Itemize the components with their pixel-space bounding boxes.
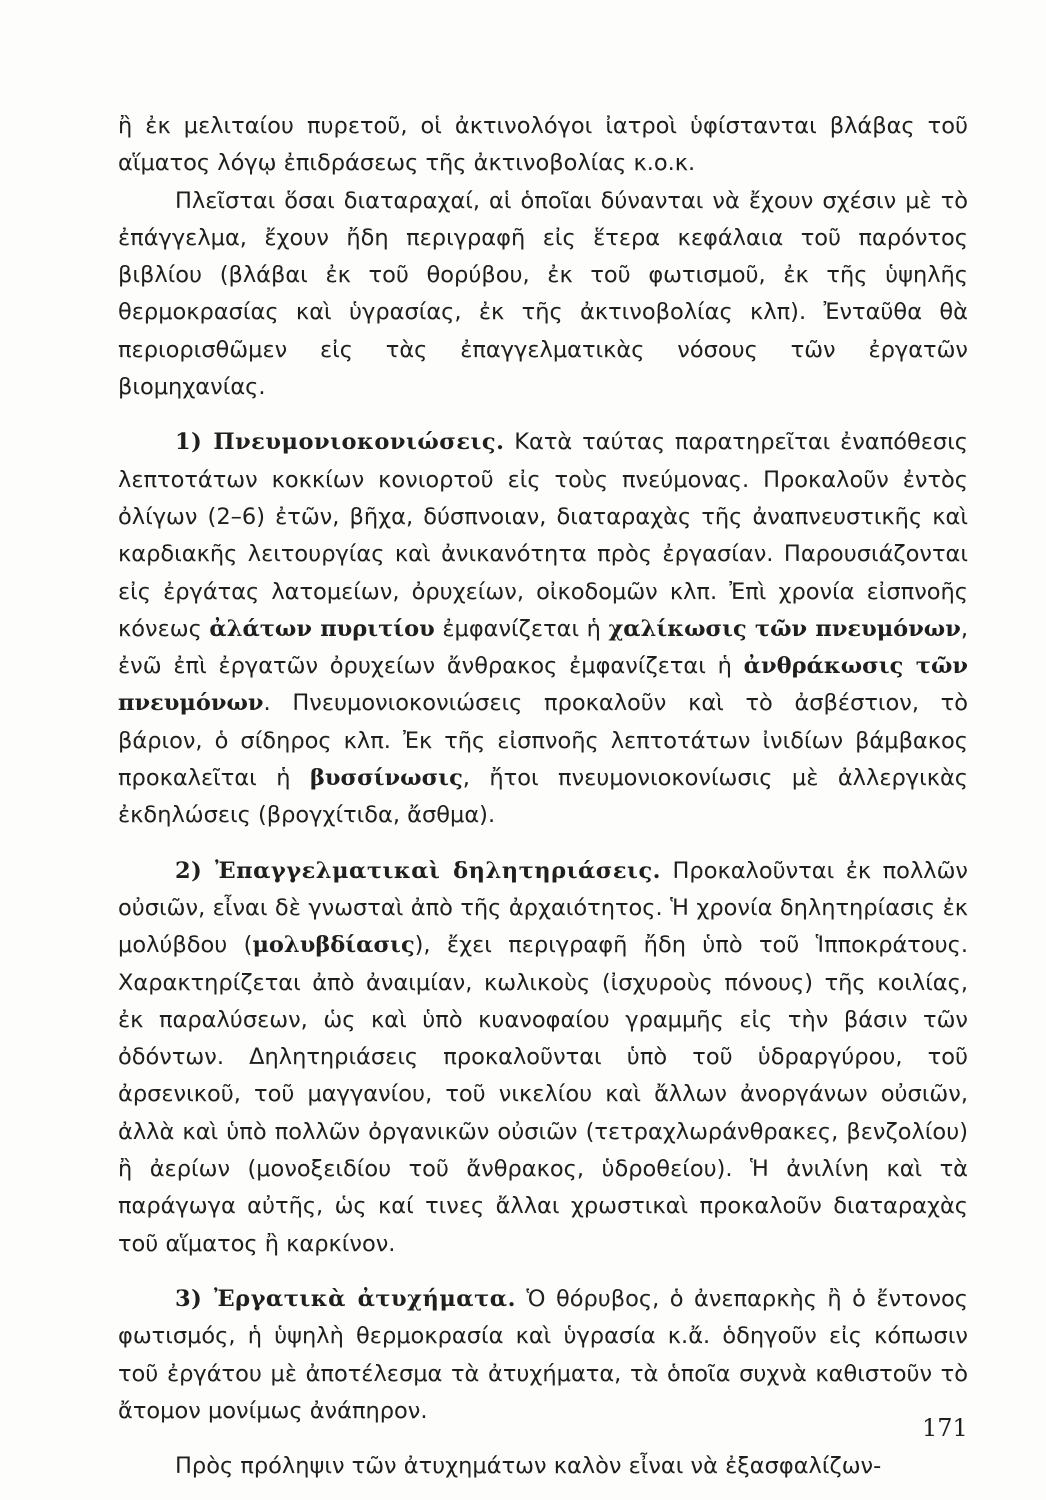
section-text: ), ἔχει περιγραφῆ ἤδη ὑπὸ τοῦ Ἱπποκράτους. Χαρακτηρίζεται ἀπὸ ἀναιμίαν, κωλικοὺς (ἰσχυροὺς πόνους) τῆς κοιλίας, ἐκ παραλύσεων, ὡς καὶ ὑπὸ κυανοφαίου γραμμῆς εἰς τὴν βάσιν τῶν ὀδόντων. Δηλητηριάσεις προκαλοῦνται ὑπὸ τοῦ ὑδραργύρου, τοῦ ἀρσενικοῦ, τοῦ μαγγανίου, τοῦ νικελίου καὶ ἄλλων ἀνοργάνων οὐσιῶν, ἀλλὰ καὶ ὑπὸ πολλῶν ὀργανικῶν οὐσιῶν (τετραχλωράνθρακες, βενζολίου) ἢ ἀερίων (μονοξειδίου τοῦ ἄνθρακος, ὑδροθείου). Ἡ ἀνιλίνη καὶ τὰ παράγωγα αὐτῆς, ὡς καί τινες ἄλλαι χρωστικαὶ προκαλοῦν διαταραχὰς τοῦ αἵματος ἢ καρκίνον. [118,932,968,1257]
section-accidents [118,1281,968,1430]
section-text: Προκαλοῦνται ἐκ πολλῶν οὐσιῶν, εἶναι δὲ γνωσταὶ ἀπὸ τῆς ἀρχαιότητος. Ἡ χρονία δηλητηρίασις ἐκ μολύβδου ( [118,857,968,959]
section-text: . Πνευμονιοκονιώσεις προκαλοῦν καὶ τὸ ἀσβέστιον, τὸ βάριον, ὁ σίδηρος κλπ. Ἐκ τῆς εἰσπνοῆς λεπτοτάτων ἰνιδίων βάμβακος προκαλεῖται ἡ [118,690,968,792]
section-text: Κατὰ ταύτας παρατηρεῖται ἐναπόθεσις λεπτοτάτων κοκκίων κονιορτοῦ εἰς τοὺς πνεύμονας. Προκαλοῦν ἐντὸς ὀλίγων (2–6) ἐτῶν, βῆχα, δύσπνοιαν, διαταραχὰς τῆς ἀναπνευστικῆς καὶ καρδιακῆς λειτουργίας καὶ ἀνικανότητα πρὸς ἐργασίαν. Παρουσιάζονται εἰς ἐργάτας λατομείων, ὀρυχείων, οἰκοδομῶν κλπ. Ἐπὶ χρονία εἰσπνοῆς κόνεως [118,429,969,642]
section-text: ἐμφανίζεται ἡ [434,615,609,642]
page-number: 171 [922,1414,968,1442]
section-poisonings [118,853,968,1263]
section-text: , ἐνῶ ἐπὶ ἐργατῶν ὀρυχείων ἄνθρακος ἐμφανίζεται ἡ [118,615,968,680]
bold-term: μολυβδίασις [252,932,415,959]
paragraph-continuation: ἢ ἐκ μελιταίου πυρετοῦ, οἱ ἀκτινολόγοι ἰατροὶ ὑφίστανται βλάβας τοῦ αἵματος λόγῳ ἐπιδράσεως τῆς ἀκτινοβολίας κ.ο.κ. [118,113,968,177]
section-text: , ἤτοι πνευμονιοκονίωσις μὲ ἀλλεργικὰς ἐκδηλώσεις (βρογχίτιδα, ἄσθμα). [118,765,968,829]
bold-term: ἀνθράκωσις τῶν πνευμόνων [118,653,968,717]
bold-term: χαλίκωσις τῶν πνευμόνων [608,615,961,642]
body-text [118,108,968,1485]
bold-term: βυσσίνωσις [309,765,463,792]
section-text: Ὁ θόρυβος, ὁ ἀνεπαρκὴς ἢ ὁ ἔντονος φωτισμός, ἡ ὑψηλὴ θερμοκρασία καὶ ὑγρασία κ.ἄ. ὁδηγοῦν εἰς κόπωσιν τοῦ ἐργάτου μὲ ἀποτέλεσμα τὰ ἀτυχήματα, τὰ ὁποῖα συχνὰ καθιστοῦν τὸ ἄτομον μονίμως ἀνάπηρον. [118,1285,968,1424]
paragraph-prevention: Πρὸς πρόληψιν τῶν ἀτυχημάτων καλὸν εἶναι νὰ ἐξασφαλίζων- [175,1453,882,1480]
section-pneumoconiosis [118,424,968,834]
section-heading: 2) Ἐπαγγελματικαὶ δηλητηριάσεις. [175,857,661,884]
section-heading: 1) Πνευμονιοκονιώσεις. [175,429,505,456]
section-heading: 3) Ἐργατικὰ ἀτυχήματα. [175,1285,516,1312]
paragraph-intro: Πλεῖσται ὅσαι διαταραχαί, αἱ ὁποῖαι δύνανται νὰ ἔχουν σχέσιν μὲ τὸ ἐπάγγελμα, ἔχουν ἤδη περιγραφῆ εἰς ἕτερα κεφάλαια τοῦ παρόντος βιβλίου (βλάβαι ἐκ τοῦ θορύβου, ἐκ τοῦ φωτισμοῦ, ἐκ τῆς ὑψηλῆς θερμοκρασίας καὶ ὑγρασίας, ἐκ τῆς ἀκτινοβολίας κλπ). Ἐνταῦθα θὰ περιορισθῶμεν εἰς τὰς ἐπαγγελματικὰς νόσους τῶν ἐργατῶν βιομηχανίας. [118,187,968,401]
bold-term: ἀλάτων πυριτίου [209,615,435,642]
